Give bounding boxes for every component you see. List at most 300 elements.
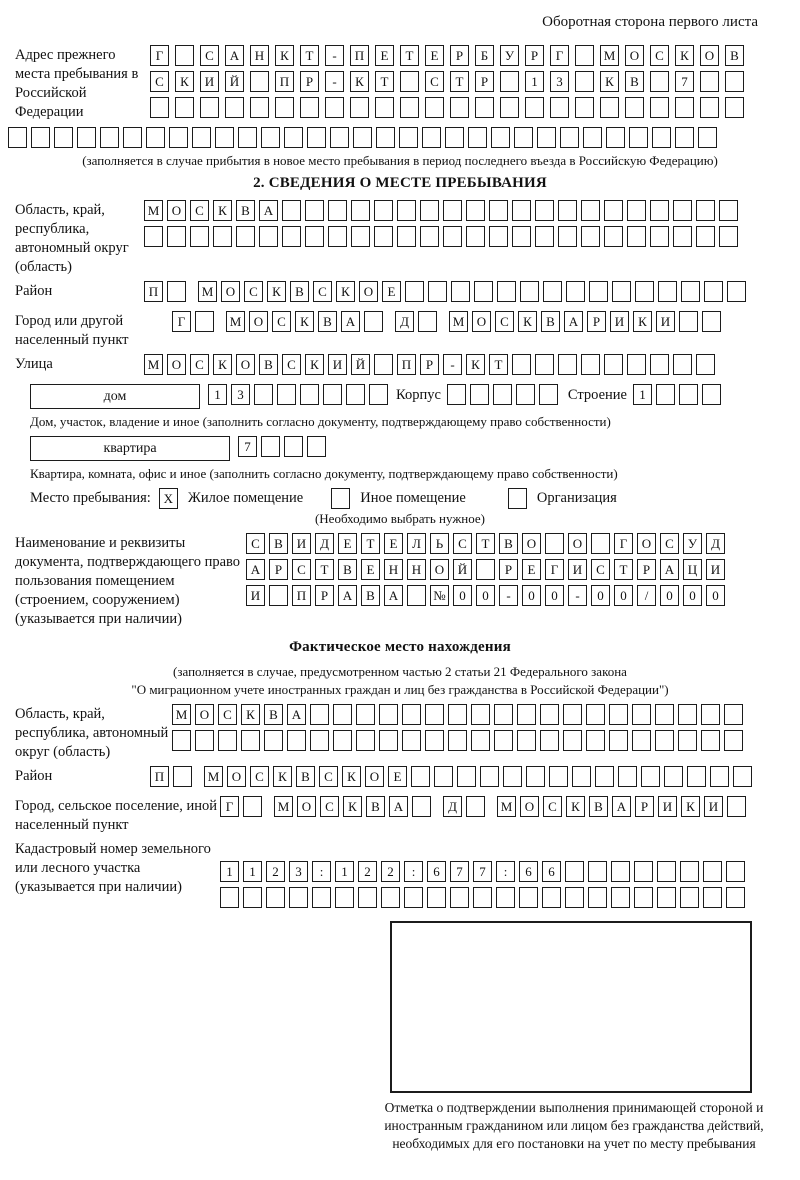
- char-cell: [310, 730, 329, 751]
- char-cell: [215, 127, 234, 148]
- char-cell: Д: [443, 796, 462, 817]
- char-cell: М: [226, 311, 245, 332]
- char-cell: А: [246, 559, 265, 580]
- char-cell: Е: [388, 766, 407, 787]
- char-cell: К: [336, 281, 355, 302]
- char-cell: [539, 384, 558, 405]
- char-cell: -: [325, 45, 344, 66]
- char-cell: М: [600, 45, 619, 66]
- char-cell: Ь: [430, 533, 449, 554]
- char-cell: [535, 354, 554, 375]
- char-cell: [422, 127, 441, 148]
- char-cell: [448, 730, 467, 751]
- char-cell: [305, 200, 324, 221]
- char-cell: [526, 766, 545, 787]
- char-cell: [701, 704, 720, 725]
- char-cell: [220, 887, 239, 908]
- char-cell: Р: [420, 354, 439, 375]
- char-cell: М: [497, 796, 516, 817]
- stay-type-checkbox-residential: X: [159, 488, 178, 509]
- char-cell: С: [495, 311, 514, 332]
- char-cell: [31, 127, 50, 148]
- char-cell: Д: [706, 533, 725, 554]
- char-cell: [575, 45, 594, 66]
- char-cell: [466, 796, 485, 817]
- char-cell: О: [297, 796, 316, 817]
- char-cell: [261, 436, 280, 457]
- cell-gap: [266, 796, 274, 817]
- char-cell: П: [397, 354, 416, 375]
- char-cell: 7: [450, 861, 469, 882]
- char-cell: Р: [525, 45, 544, 66]
- char-cell: [175, 45, 194, 66]
- char-cell: [632, 730, 651, 751]
- char-cell: [381, 887, 400, 908]
- char-cell: [503, 766, 522, 787]
- char-cell: [150, 97, 169, 118]
- stamp-box: [390, 921, 752, 1093]
- char-cell: [516, 384, 535, 405]
- char-cell: У: [683, 533, 702, 554]
- char-cell: [703, 887, 722, 908]
- char-cell: 0: [706, 585, 725, 606]
- char-cell: [261, 127, 280, 148]
- char-cell: /: [637, 585, 656, 606]
- char-cell: :: [496, 861, 515, 882]
- char-cell: Д: [395, 311, 414, 332]
- char-cell: Р: [315, 585, 334, 606]
- char-cell: О: [430, 559, 449, 580]
- char-cell: Й: [351, 354, 370, 375]
- char-cell: [563, 704, 582, 725]
- char-cell: [146, 127, 165, 148]
- char-cell: [724, 704, 743, 725]
- char-cell: [167, 226, 186, 247]
- cadastral-block: [0, 839, 800, 913]
- char-cell: У: [500, 45, 519, 66]
- char-cell: :: [404, 861, 423, 882]
- char-cell: [591, 533, 610, 554]
- char-row: [150, 97, 750, 118]
- char-cell: [586, 730, 605, 751]
- char-cell: К: [305, 354, 324, 375]
- char-cell: О: [568, 533, 587, 554]
- char-cell: [356, 704, 375, 725]
- char-cell: [466, 200, 485, 221]
- char-cell: [600, 97, 619, 118]
- char-cell: Т: [614, 559, 633, 580]
- char-cell: [678, 704, 697, 725]
- char-cell: Р: [637, 559, 656, 580]
- char-cell: [725, 71, 744, 92]
- char-cell: [494, 704, 513, 725]
- char-cell: [657, 861, 676, 882]
- char-cell: И: [328, 354, 347, 375]
- stay-type-note: (Необходимо выбрать нужное): [314, 511, 486, 526]
- char-cell: 1: [220, 861, 239, 882]
- char-cell: П: [350, 45, 369, 66]
- char-cell: [703, 861, 722, 882]
- char-cell: [305, 226, 324, 247]
- char-cell: 0: [476, 585, 495, 606]
- char-cell: О: [249, 311, 268, 332]
- char-cell: [558, 200, 577, 221]
- char-cell: [612, 281, 631, 302]
- char-cell: [468, 127, 487, 148]
- char-cell: [512, 354, 531, 375]
- char-cell: [496, 887, 515, 908]
- char-cell: [277, 384, 296, 405]
- char-cell: О: [472, 311, 491, 332]
- char-cell: [400, 97, 419, 118]
- char-cell: К: [213, 200, 232, 221]
- char-cell: Д: [315, 533, 334, 554]
- char-cell: [680, 887, 699, 908]
- char-row: [150, 71, 750, 92]
- char-cell: [704, 281, 723, 302]
- char-cell: [710, 766, 729, 787]
- char-cell: И: [656, 311, 675, 332]
- char-cell: Р: [499, 559, 518, 580]
- char-cell: К: [213, 354, 232, 375]
- char-cell: Н: [384, 559, 403, 580]
- char-cell: [540, 730, 559, 751]
- char-cell: 2: [381, 861, 400, 882]
- actual-region-grid: [172, 704, 747, 756]
- char-cell: [500, 97, 519, 118]
- char-cell: И: [658, 796, 677, 817]
- char-cell: [374, 354, 393, 375]
- char-cell: М: [204, 766, 223, 787]
- char-cell: В: [236, 200, 255, 221]
- char-cell: 7: [473, 861, 492, 882]
- char-cell: [351, 200, 370, 221]
- char-cell: Р: [635, 796, 654, 817]
- char-cell: [696, 354, 715, 375]
- char-cell: [195, 730, 214, 751]
- char-cell: [634, 887, 653, 908]
- char-cell: [353, 127, 372, 148]
- char-cell: [399, 127, 418, 148]
- char-cell: С: [282, 354, 301, 375]
- char-cell: [625, 97, 644, 118]
- char-cell: [364, 311, 383, 332]
- char-cell: К: [267, 281, 286, 302]
- char-cell: В: [361, 585, 380, 606]
- char-cell: [563, 730, 582, 751]
- char-cell: [572, 766, 591, 787]
- char-cell: [500, 71, 519, 92]
- char-cell: [650, 200, 669, 221]
- char-cell: О: [365, 766, 384, 787]
- cell-gap: [441, 311, 449, 332]
- char-cell: [558, 226, 577, 247]
- char-cell: [243, 887, 262, 908]
- char-cell: Г: [545, 559, 564, 580]
- char-cell: 0: [522, 585, 541, 606]
- char-cell: [726, 887, 745, 908]
- char-cell: И: [610, 311, 629, 332]
- char-cell: [609, 730, 628, 751]
- char-cell: [411, 766, 430, 787]
- char-cell: Е: [375, 45, 394, 66]
- char-cell: Е: [382, 281, 401, 302]
- city-label: Город или другой населенный пункт: [15, 313, 129, 348]
- char-cell: 1: [243, 861, 262, 882]
- char-cell: С: [246, 533, 265, 554]
- char-cell: С: [190, 200, 209, 221]
- char-cell: 0: [453, 585, 472, 606]
- stroenie-label: Строение: [567, 387, 627, 403]
- char-cell: Р: [450, 45, 469, 66]
- char-row: [220, 796, 750, 817]
- char-cell: [604, 226, 623, 247]
- char-cell: А: [564, 311, 583, 332]
- char-cell: 0: [545, 585, 564, 606]
- district-label: Район: [15, 283, 53, 299]
- char-cell: [727, 281, 746, 302]
- char-cell: [259, 226, 278, 247]
- char-cell: [466, 226, 485, 247]
- char-cell: [698, 127, 717, 148]
- char-cell: [300, 384, 319, 405]
- char-cell: Т: [489, 354, 508, 375]
- char-cell: [400, 71, 419, 92]
- char-cell: [328, 200, 347, 221]
- char-cell: [618, 766, 637, 787]
- char-row: [150, 766, 756, 787]
- char-cell: [658, 281, 677, 302]
- char-cell: Т: [400, 45, 419, 66]
- char-cell: П: [150, 766, 169, 787]
- stay-type-checkbox-other: [331, 488, 350, 509]
- char-cell: [589, 281, 608, 302]
- char-cell: К: [600, 71, 619, 92]
- char-cell: [565, 861, 584, 882]
- char-cell: [402, 704, 421, 725]
- char-cell: [175, 97, 194, 118]
- char-cell: С: [660, 533, 679, 554]
- char-cell: 3: [289, 861, 308, 882]
- char-cell: В: [290, 281, 309, 302]
- region-label: Область, край, республика, автономный округ (область): [15, 202, 129, 275]
- char-cell: Й: [453, 559, 472, 580]
- char-cell: [650, 226, 669, 247]
- char-cell: [374, 200, 393, 221]
- char-cell: [700, 97, 719, 118]
- char-cell: [491, 127, 510, 148]
- char-cell: [673, 200, 692, 221]
- char-cell: [679, 311, 698, 332]
- char-cell: 1: [335, 861, 354, 882]
- char-cell: [549, 766, 568, 787]
- char-cell: [375, 97, 394, 118]
- char-cell: [696, 200, 715, 221]
- char-cell: [604, 200, 623, 221]
- char-cell: [543, 281, 562, 302]
- char-cell: [520, 281, 539, 302]
- char-cell: [358, 887, 377, 908]
- char-cell: [517, 704, 536, 725]
- char-cell: К: [681, 796, 700, 817]
- char-cell: [632, 704, 651, 725]
- char-cell: Г: [172, 311, 191, 332]
- char-cell: [236, 226, 255, 247]
- section2-title: 2. СВЕДЕНИЯ О МЕСТЕ ПРЕБЫВАНИЯ: [253, 175, 547, 191]
- char-cell: [512, 200, 531, 221]
- char-cell: [519, 887, 538, 908]
- district-block: [0, 281, 800, 307]
- char-cell: С: [200, 45, 219, 66]
- char-cell: [167, 281, 186, 302]
- char-cell: [497, 281, 516, 302]
- char-cell: В: [269, 533, 288, 554]
- actual-region-label: Область, край, республика, автономный округ (область): [15, 706, 169, 760]
- stay-type-label: Место пребывания:: [30, 490, 151, 506]
- char-cell: [172, 730, 191, 751]
- char-cell: -: [443, 354, 462, 375]
- char-cell: [282, 226, 301, 247]
- char-cell: [264, 730, 283, 751]
- char-cell: [540, 704, 559, 725]
- char-cell: [225, 97, 244, 118]
- house-note: Дом, участок, владение и иное (заполнить согласно документу, подтверждающему право собственности): [30, 414, 611, 429]
- prev-address-block: [0, 45, 800, 123]
- char-cell: [558, 354, 577, 375]
- stay-type-checkbox-organization: [508, 488, 527, 509]
- char-cell: О: [520, 796, 539, 817]
- char-cell: О: [195, 704, 214, 725]
- char-cell: Й: [225, 71, 244, 92]
- char-cell: [629, 127, 648, 148]
- stamp-area: [384, 921, 764, 1153]
- char-cell: [407, 585, 426, 606]
- char-cell: [480, 766, 499, 787]
- char-cell: [517, 730, 536, 751]
- city-block: [0, 311, 800, 350]
- char-cell: О: [221, 281, 240, 302]
- char-cell: К: [342, 766, 361, 787]
- actual-district-label: Район: [15, 768, 53, 784]
- char-cell: [289, 887, 308, 908]
- char-row: [150, 45, 750, 66]
- char-cell: [356, 730, 375, 751]
- char-cell: И: [568, 559, 587, 580]
- char-cell: В: [259, 354, 278, 375]
- char-cell: О: [625, 45, 644, 66]
- char-cell: [379, 704, 398, 725]
- char-cell: И: [704, 796, 723, 817]
- char-cell: [450, 887, 469, 908]
- char-cell: Ц: [683, 559, 702, 580]
- char-cell: [351, 226, 370, 247]
- char-cell: :: [312, 861, 331, 882]
- char-cell: 1: [633, 384, 652, 405]
- char-cell: [627, 226, 646, 247]
- char-cell: [627, 354, 646, 375]
- cell-gap: [489, 796, 497, 817]
- char-cell: [412, 796, 431, 817]
- char-cell: [284, 436, 303, 457]
- char-cell: С: [190, 354, 209, 375]
- char-cell: В: [296, 766, 315, 787]
- prev-address-label: Адрес прежнего места пребывания в Российской Федерации: [15, 47, 139, 120]
- char-cell: [434, 766, 453, 787]
- char-cell: Р: [475, 71, 494, 92]
- region-grid: [144, 200, 742, 252]
- char-cell: [427, 887, 446, 908]
- char-cell: 2: [266, 861, 285, 882]
- char-cell: [445, 127, 464, 148]
- char-cell: [702, 311, 721, 332]
- char-cell: [287, 730, 306, 751]
- char-cell: С: [453, 533, 472, 554]
- char-cell: [581, 226, 600, 247]
- char-cell: [476, 559, 495, 580]
- char-row: [246, 585, 729, 606]
- document-block: [0, 533, 800, 629]
- char-cell: [566, 281, 585, 302]
- char-cell: М: [449, 311, 468, 332]
- char-cell: [542, 887, 561, 908]
- char-cell: П: [292, 585, 311, 606]
- char-cell: [418, 311, 437, 332]
- char-cell: С: [272, 311, 291, 332]
- apartment-labelbox: квартира: [30, 436, 230, 461]
- char-cell: С: [250, 766, 269, 787]
- char-cell: О: [227, 766, 246, 787]
- char-cell: С: [543, 796, 562, 817]
- char-cell: [266, 887, 285, 908]
- char-cell: [575, 97, 594, 118]
- document-grid: [246, 533, 729, 611]
- char-cell: Е: [522, 559, 541, 580]
- char-cell: О: [359, 281, 378, 302]
- char-cell: В: [264, 704, 283, 725]
- stamp-caption: Отметка о подтверждении выполнения принимающей стороной и иностранным гражданином или лицом без гражданства действий, необходимых для его постановки на учет по месту пребывания: [384, 1100, 764, 1151]
- char-cell: С: [313, 281, 332, 302]
- char-cell: М: [198, 281, 217, 302]
- char-cell: Е: [338, 533, 357, 554]
- char-cell: [537, 127, 556, 148]
- char-cell: [652, 127, 671, 148]
- char-cell: О: [637, 533, 656, 554]
- char-cell: 1: [208, 384, 227, 405]
- actual-location-note1: (заполняется в случае, предусмотренном частью 2 статьи 21 Федерального закона: [173, 664, 627, 679]
- char-cell: К: [350, 71, 369, 92]
- actual-region-block: [0, 704, 800, 762]
- char-cell: [333, 704, 352, 725]
- char-cell: -: [325, 71, 344, 92]
- char-cell: [588, 861, 607, 882]
- char-cell: [514, 127, 533, 148]
- char-row: [238, 436, 330, 457]
- house-labelbox: дом: [30, 384, 200, 409]
- char-cell: Р: [300, 71, 319, 92]
- char-cell: [447, 384, 466, 405]
- char-cell: [474, 281, 493, 302]
- char-cell: [369, 384, 388, 405]
- char-cell: А: [660, 559, 679, 580]
- char-cell: А: [612, 796, 631, 817]
- char-cell: 2: [358, 861, 377, 882]
- actual-location-note2: "О миграционном учете иностранных граждан и лиц без гражданства в Российской Федерации"): [131, 682, 669, 697]
- char-cell: Е: [425, 45, 444, 66]
- char-cell: [443, 226, 462, 247]
- char-cell: [451, 281, 470, 302]
- char-cell: Г: [220, 796, 239, 817]
- char-cell: -: [568, 585, 587, 606]
